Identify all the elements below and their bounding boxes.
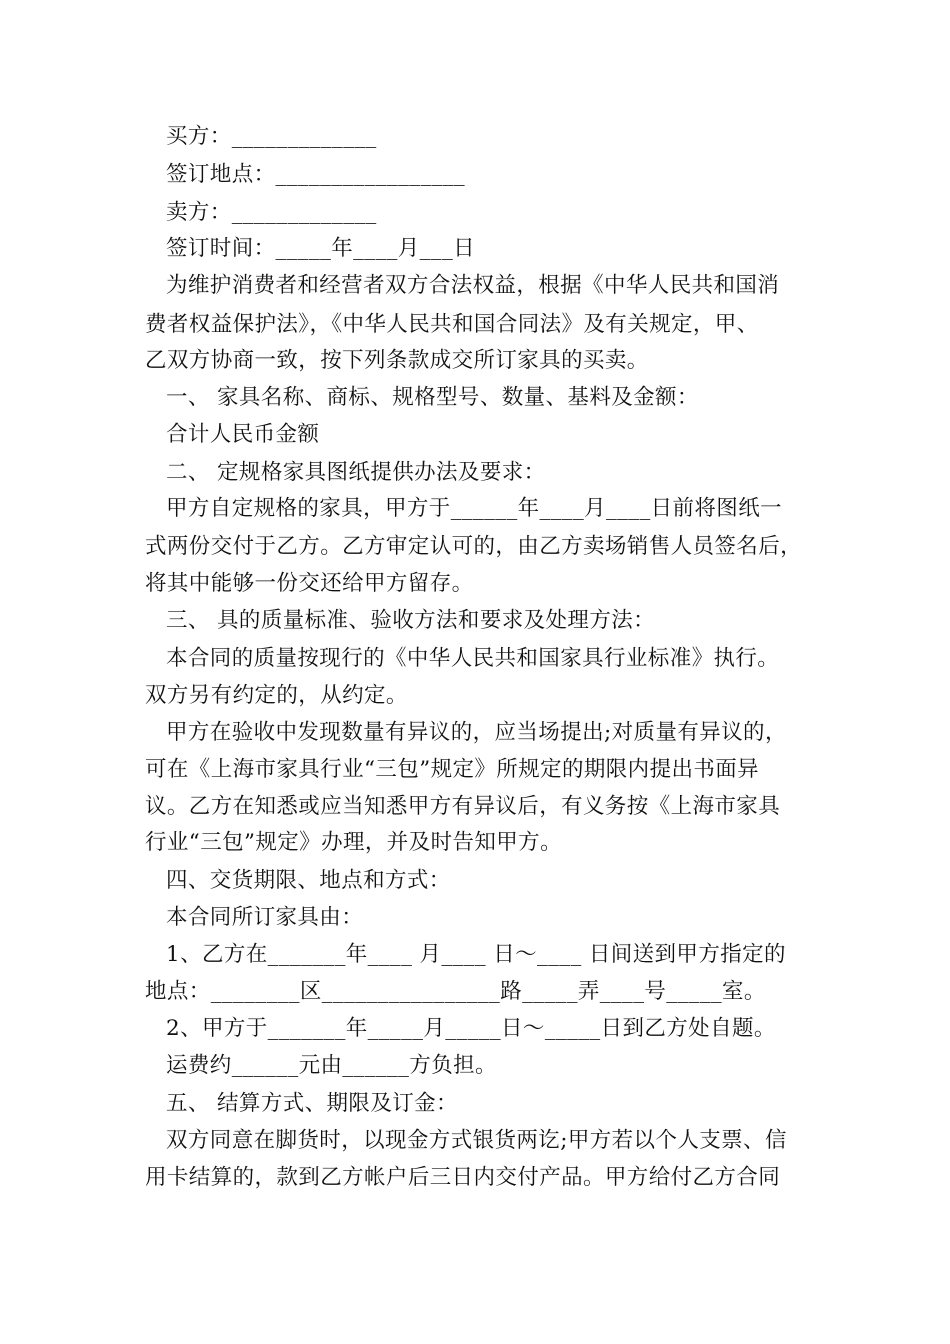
paragraph-line: 双方同意在脚货时，以现金方式银货两讫;甲方若以个人支票、信 — [166, 1128, 787, 1153]
signing-place-field: 签订地点：_________________ — [166, 162, 466, 187]
signing-date-field: 签订时间：_____年____月___日 — [166, 236, 476, 261]
paragraph-line: 将其中能够一份交还给甲方留存。 — [145, 571, 474, 596]
seller-field: 卖方：_____________ — [166, 200, 377, 225]
paragraph-line: 行业“三包”规定》办理，并及时告知甲方。 — [145, 830, 562, 855]
intro-paragraph-line: 乙双方协商一致，按下列条款成交所订家具的买卖。 — [145, 348, 649, 373]
paragraph-line: 议。乙方在知悉或应当知悉甲方有异议后，有义务按《上海市家具 — [145, 794, 781, 819]
delivery-option-2: 2、甲方于_______年_____月_____日～_____日到乙方处自题。 — [166, 1016, 776, 1041]
delivery-address-line: 地点：________区________________路_____弄____号_____室。 — [145, 979, 766, 1004]
section-heading-4: 四、交货期限、地点和方式： — [166, 868, 451, 893]
delivery-option-1: 1、乙方在_______年____ 月____ 日～____ 日间送到甲方指定的 — [166, 942, 786, 967]
paragraph-line: 甲方自定规格的家具，甲方于______年____月____日前将图纸一 — [166, 496, 783, 521]
intro-paragraph-line: 费者权益保护法》，《中华人民共和国合同法》及有关规定，甲、 — [145, 312, 759, 337]
buyer-field: 买方：_____________ — [166, 124, 377, 149]
paragraph-line: 可在《上海市家具行业“三包”规定》所规定的期限内提出书面异 — [145, 757, 760, 782]
paragraph-line: 本合同所订家具由： — [166, 905, 364, 930]
paragraph-line: 式两份交付于乙方。乙方审定认可的，由乙方卖场销售人员签名后， — [145, 534, 803, 559]
paragraph-line: 甲方在验收中发现数量有异议的，应当场提出;对质量有异议的， — [166, 720, 787, 745]
section-heading-1: 一、 家具名称、商标、规格型号、数量、基料及金额： — [166, 385, 699, 410]
intro-paragraph-line: 为维护消费者和经营者双方合法权益，根据《中华人民共和国消 — [166, 273, 780, 298]
section-heading-2: 二、 定规格家具图纸提供办法及要求： — [166, 460, 546, 485]
freight-line: 运费约______元由______方负担。 — [166, 1053, 497, 1078]
total-amount-line: 合计人民币金额 — [166, 422, 320, 447]
paragraph-line: 双方另有约定的，从约定。 — [145, 683, 408, 708]
section-heading-3: 三、 具的质量标准、验收方法和要求及处理方法： — [166, 608, 656, 633]
paragraph-line: 本合同的质量按现行的《中华人民共和国家具行业标准》执行。 — [166, 646, 780, 671]
section-heading-5: 五、 结算方式、期限及订金： — [166, 1091, 458, 1116]
paragraph-line: 用卡结算的，款到乙方帐户后三日内交付产品。甲方给付乙方合同 — [145, 1165, 781, 1190]
